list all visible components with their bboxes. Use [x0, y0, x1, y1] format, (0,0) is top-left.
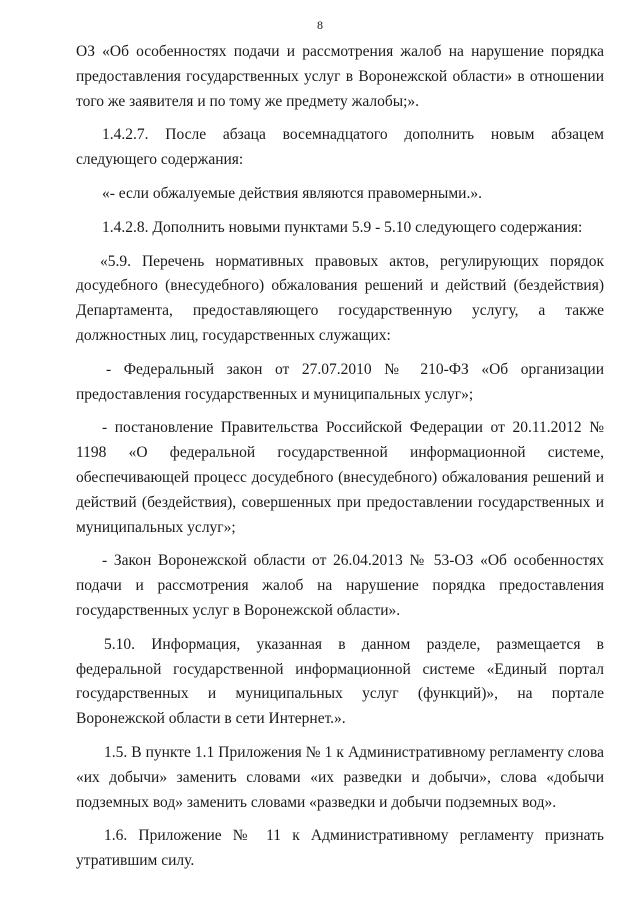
list-item-government-decree: - постановление Правительства Российской Федерации от 20.11.2012 № 1198 «О федеральной государственной информационной системе, обеспечивающей процесс досудебного (внесудебного) обжалования решений и действий (бездействия), совершенных при предоставлении государственных и муниципальных услуг»;: [76, 419, 604, 536]
paragraph-1-4-2-8: 1.4.2.8. Дополнить новыми пунктами 5.9 - 5.10 следующего содержания:: [102, 218, 583, 236]
paragraph-5-10: 5.10. Информация, указанная в данном разделе, размещается в федеральной государственной информационной системе «Единый портал государственных и муниципальных услуг (функций)», на портале Воронежской области в сети Интернет.».: [76, 635, 604, 728]
paragraph-continuation: ОЗ «Об особенностях подачи и рассмотрения жалоб на нарушение порядка предоставления государственных услуг в Воронежской области» в отношении того же заявителя и по тому же предмету жалобы;».: [76, 43, 604, 110]
document-body: [76, 40, 604, 883]
paragraph-quoted-clause: «- если обжалуемые действия являются правомерными.».: [102, 184, 482, 202]
list-item-federal-law: - Федеральный закон от 27.07.2010 № 210-ФЗ «Об организации предоставления государственных и муниципальных услуг»;: [76, 360, 604, 403]
paragraph-1-5: 1.5. В пункте 1.1 Приложения № 1 к Административному регламенту слова «их добычи» заменить словами «их разведки и добычи», слова «добычи подземных вод» заменить словами «разведки и добычи подземных вод».: [76, 743, 604, 811]
list-item-regional-law: - Закон Воронежской области от 26.04.2013 № 53-ОЗ «Об особенностях подачи и рассмотрения жалоб на нарушение порядка предоставления государственных услуг в Воронежской области».: [76, 552, 604, 619]
page-number: 8: [317, 18, 323, 32]
paragraph-1-6: 1.6. Приложение № 11 к Административному регламенту признать утратившим силу.: [76, 827, 604, 870]
paragraph-1-4-2-7: 1.4.2.7. После абзаца восемнадцатого дополнить новым абзацем следующего содержания:: [76, 126, 604, 169]
paragraph-5-9: «5.9. Перечень нормативных правовых актов, регулирующих порядок досудебного (внесудебного) обжалования решений и действий (бездействия) Департамента, предоставляющего государственную услугу, а также должностных лиц, государственных служащих:: [76, 252, 604, 344]
